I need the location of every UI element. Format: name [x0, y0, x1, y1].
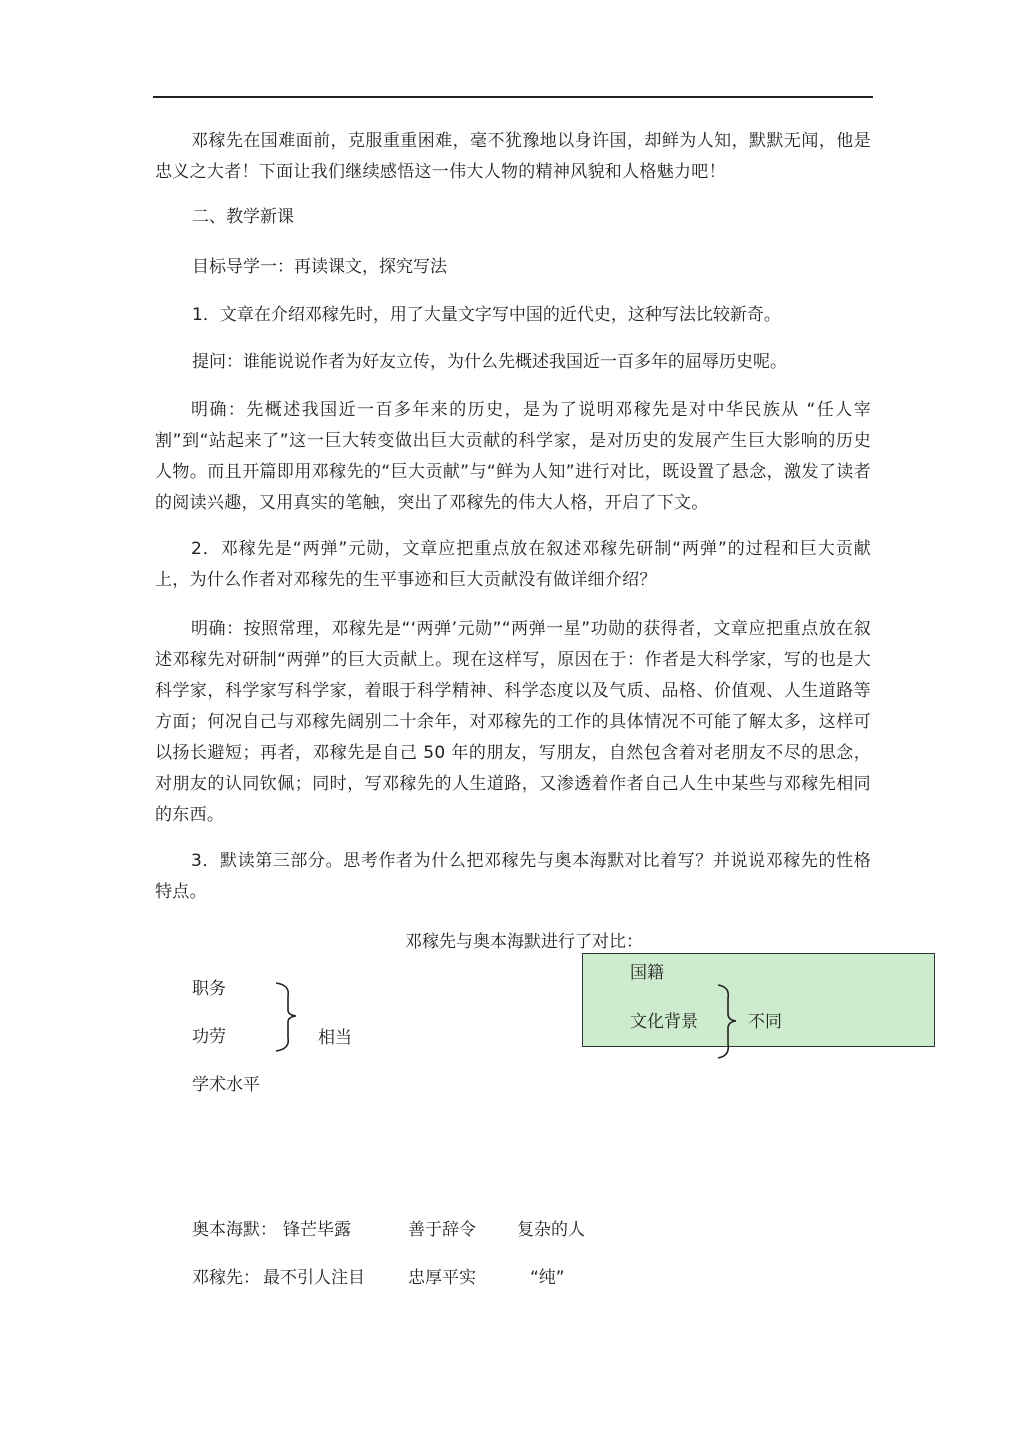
same-label: 相当	[318, 1028, 352, 1048]
diagram-title: 邓稼先与奥本海默进行了对比：	[405, 932, 643, 952]
oppenheimer-trait-3: 复杂的人	[517, 1220, 585, 1240]
question-1: 1．文章在介绍邓稼先时，用了大量文字写中国的近代史，这种写法比较新奇。	[192, 305, 781, 325]
diff-label: 不同	[748, 1012, 782, 1032]
diff-item-nationality: 国籍	[630, 963, 664, 983]
header-rule	[153, 96, 873, 98]
section-heading: 二、教学新课	[192, 207, 294, 227]
deng-trait-2: 忠厚平实	[408, 1268, 476, 1288]
same-item-merit: 功劳	[192, 1027, 226, 1047]
same-item-duty: 职务	[192, 979, 226, 999]
diff-brace	[712, 984, 752, 1059]
deng-trait-1: 最不引人注目	[263, 1268, 365, 1288]
intro-paragraph: 邓稼先在国难面前，克服重重困难，毫不犹豫地以身许国，却鲜为人知，默默无闻，他是忠义之大者！下面让我们继续感悟这一伟大人物的精神风貌和人格魅力吧！	[155, 131, 871, 182]
diff-item-culture: 文化背景	[630, 1012, 698, 1032]
deng-trait-3: “纯”	[530, 1268, 565, 1288]
same-brace	[270, 982, 310, 1052]
oppenheimer-name: 奥本海默：	[192, 1220, 277, 1240]
answer-2: 明确：按照常理，邓稼先是“‘两弹’元勋”“两弹一星”功勋的获得者，文章应把重点放在叙述邓稼先对研制“两弹”的巨大贡献上。现在这样写，原因在于：作者是大科学家，写的也是大科学家，科学家写科学家，着眼于科学精神、科学态度以及气质、品格、价值观、人生道路等方面；何况自己与邓稼先阔别二十余年，对邓稼先的工作的具体情况不可能了解太多，这样可以扬长避短；再者，邓稼先是自己 50 年的朋友，写朋友，自然包含着对老朋友不尽的思念，对朋友的认同钦佩；同时，写邓稼先的人生道路，又渗透着作者自己人生中某些与邓稼先相同的东西。	[155, 619, 871, 825]
oppenheimer-trait-2: 善于辞令	[408, 1220, 476, 1240]
question-3: 3．默读第三部分。思考作者为什么把邓稼先与奥本海默对比着写？并说说邓稼先的性格特点。	[155, 851, 871, 902]
oppenheimer-trait-1: 锋芒毕露	[283, 1220, 351, 1240]
deng-name: 邓稼先：	[192, 1268, 260, 1288]
question-2: 2．邓稼先是“两弹”元勋，文章应把重点放在叙述邓稼先研制“两弹”的过程和巨大贡献上，为什么作者对邓稼先的生平事迹和巨大贡献没有做详细介绍？	[155, 539, 871, 590]
answer-1: 明确：先概述我国近一百多年来的历史，是为了说明邓稼先是对中华民族从 “任人宰割”到“站起来了”这一巨大转变做出巨大贡献的科学家，是对历史的发展产生巨大影响的历史人物。而且开篇即用邓稼先的“巨大贡献”与“鲜为人知”进行对比，既设置了悬念，激发了读者的阅读兴趣，又用真实的笔触，突出了邓稼先的伟大人格，开启了下文。	[155, 400, 871, 513]
goal-heading: 目标导学一：再读课文，探究写法	[192, 257, 447, 277]
same-item-academic: 学术水平	[192, 1075, 260, 1095]
question-1-ask: 提问：谁能说说作者为好友立传，为什么先概述我国近一百多年的屈辱历史呢。	[192, 352, 787, 372]
